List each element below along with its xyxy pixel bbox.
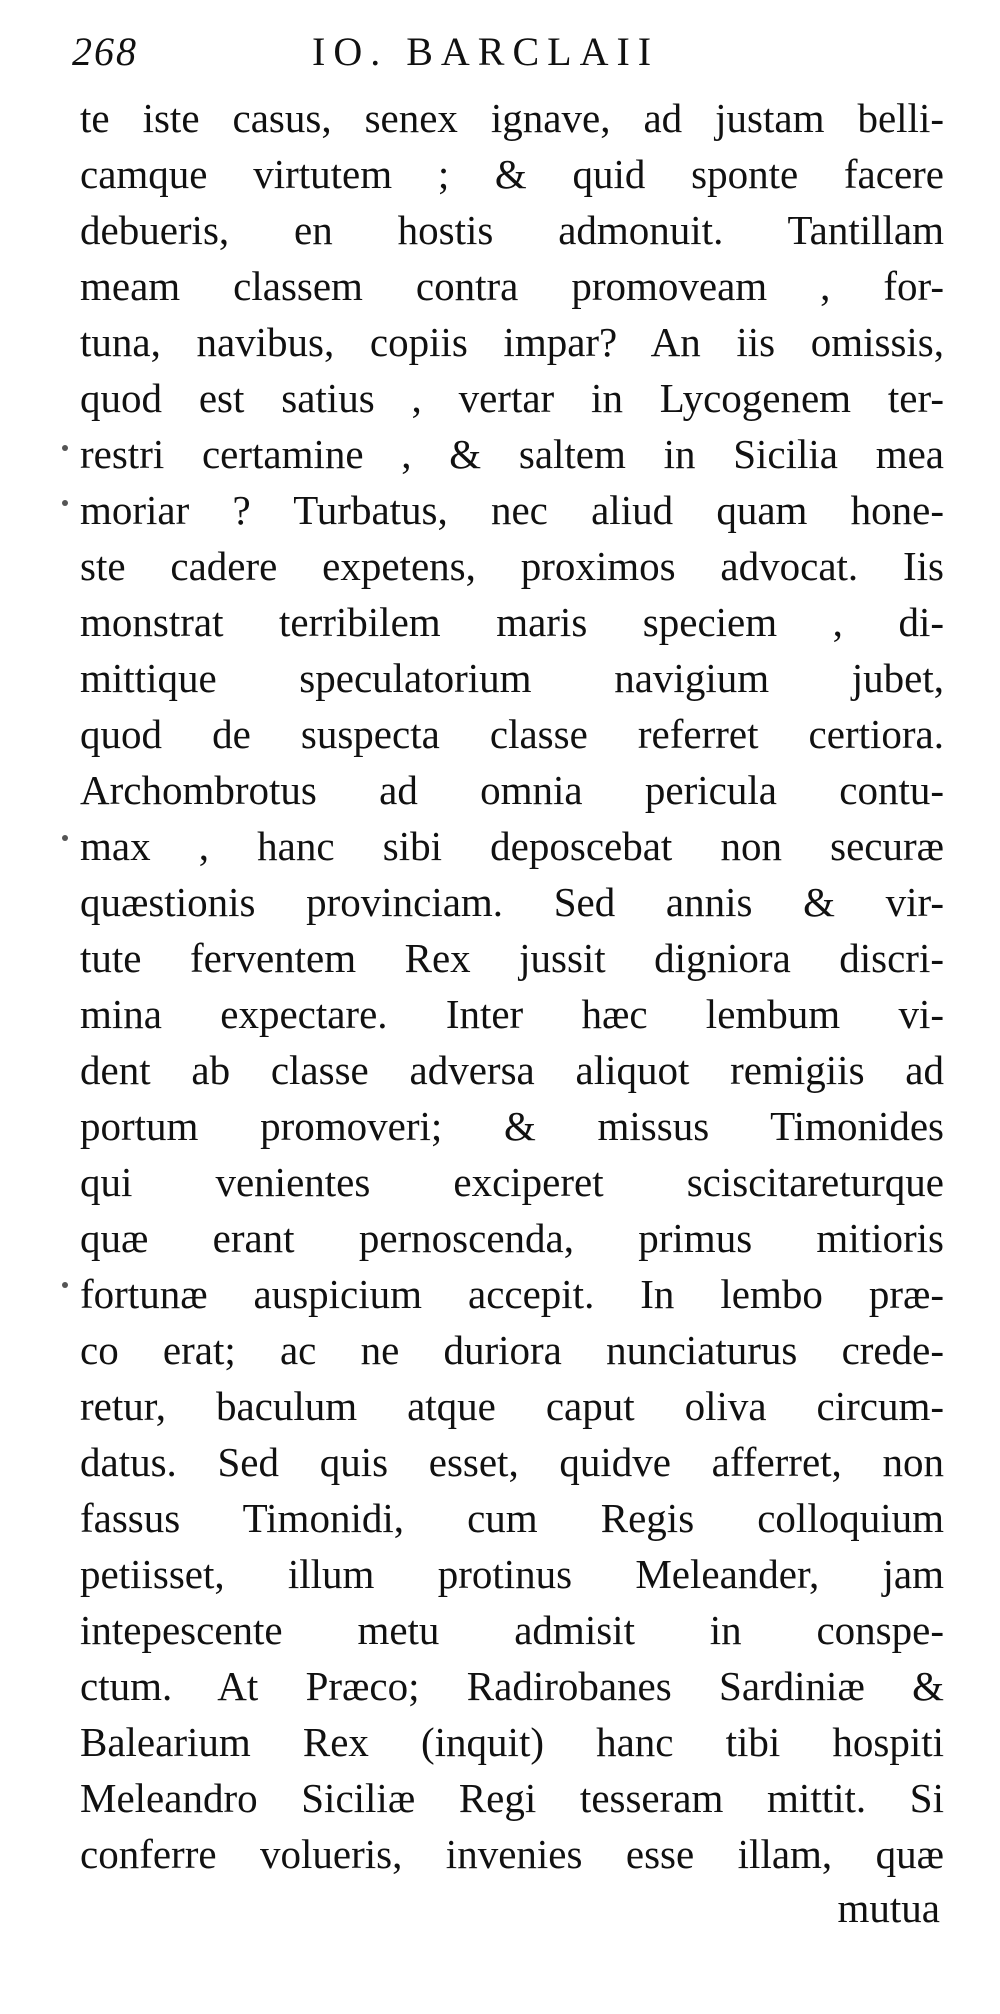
text-line: ctum. At Præco; Radirobanes Sardiniæ & — [80, 1663, 944, 1709]
text-line: mittique speculatorium navigium jubet, — [80, 655, 944, 701]
margin-mark — [62, 445, 68, 451]
text-line: quod de suspecta classe referret certiora. — [80, 711, 944, 757]
text-line: portum promoveri; & missus Timonides — [80, 1103, 944, 1149]
text-line: max , hanc sibi deposcebat non securæ — [80, 823, 944, 869]
margin-mark — [62, 1282, 68, 1288]
text-line: fortunæ auspicium accepit. In lembo præ- — [80, 1271, 944, 1317]
text-line: quæstionis provinciam. Sed annis & vir- — [80, 879, 944, 925]
text-line: Balearium Rex (inquit) hanc tibi hospiti — [80, 1719, 944, 1765]
text-line: monstrat terribilem maris speciem , di- — [80, 599, 944, 645]
text-line: Meleandro Siciliæ Regi tesseram mittit. Si — [80, 1775, 944, 1821]
text-line: qui venientes exciperet sciscitareturque — [80, 1159, 944, 1205]
text-line: restri certamine , & saltem in Sicilia mea — [80, 431, 944, 477]
text-line: intepescente metu admisit in conspe- — [80, 1607, 944, 1653]
text-line: retur, baculum atque caput oliva circum- — [80, 1383, 944, 1429]
text-line: camque virtutem ; & quid sponte facere — [80, 151, 944, 197]
margin-mark — [62, 500, 68, 506]
text-line: Archombrotus ad omnia pericula contu- — [80, 767, 944, 813]
text-line: conferre volueris, invenies esse illam, quæ — [80, 1831, 944, 1877]
text-line: meam classem contra promoveam , for- — [80, 263, 944, 309]
running-head — [72, 28, 952, 88]
text-line: te iste casus, senex ignave, ad justam belli- — [80, 95, 944, 141]
text-line: datus. Sed quis esset, quidve afferret, non — [80, 1439, 944, 1485]
text-line: dent ab classe adversa aliquot remigiis ad — [80, 1047, 944, 1093]
page-number: 268 — [72, 29, 138, 74]
text-line: tuna, navibus, copiis impar? An iis omissis, — [80, 319, 944, 365]
text-line: fassus Timonidi, cum Regis colloquium — [80, 1495, 944, 1541]
text-line: ste cadere expetens, proximos advocat. Iis — [80, 543, 944, 589]
text-line: debueris, en hostis admonuit. Tantillam — [80, 207, 944, 253]
text-line: mina expectare. Inter hæc lembum vi- — [80, 991, 944, 1037]
text-line: co erat; ac ne duriora nunciaturus crede- — [80, 1327, 944, 1373]
text-line: quod est satius , vertar in Lycogenem ter- — [80, 375, 944, 421]
catchword: mutua — [837, 1885, 940, 1931]
running-title: IO. BARCLAII — [312, 29, 660, 74]
text-line: tute ferventem Rex jussit digniora discri- — [80, 935, 944, 981]
margin-mark — [62, 835, 68, 841]
text-body — [80, 90, 944, 1882]
text-line: moriar ? Turbatus, nec aliud quam hone- — [80, 487, 944, 533]
text-line: petiisset, illum protinus Meleander, jam — [80, 1551, 944, 1597]
text-line: quæ erant pernoscenda, primus mitioris — [80, 1215, 944, 1261]
